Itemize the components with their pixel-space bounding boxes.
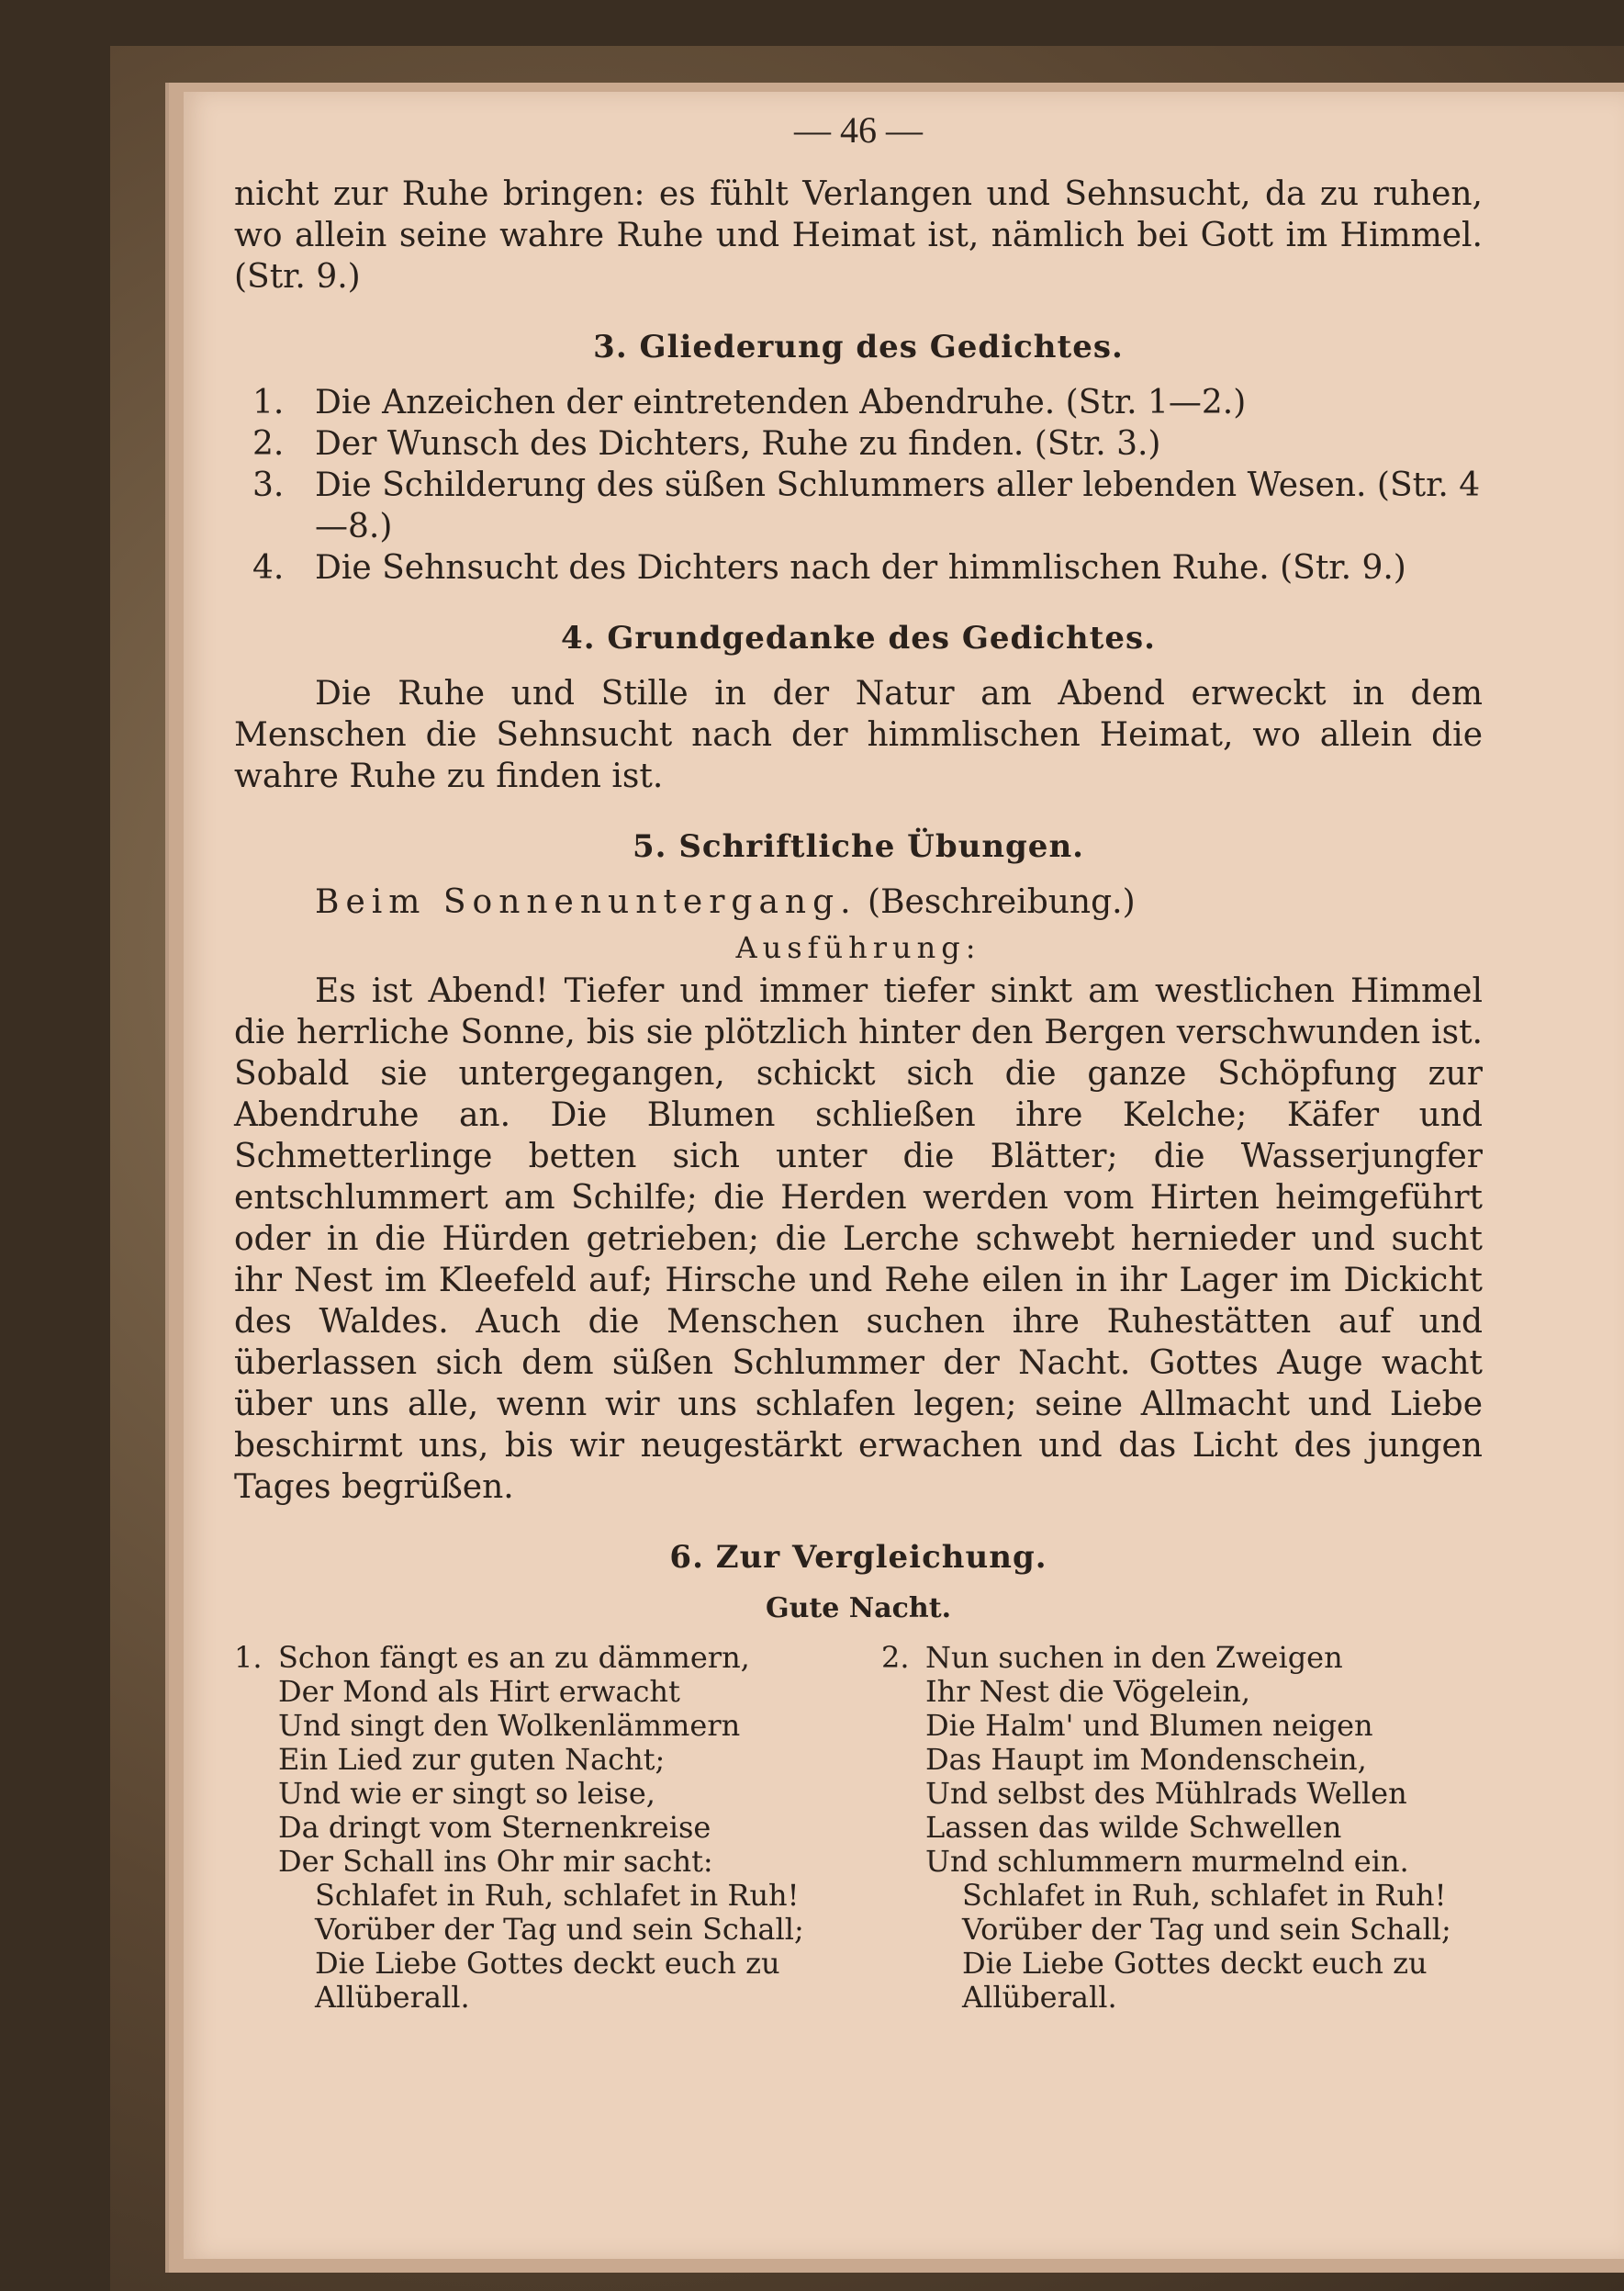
stanza-number: 1. — [234, 1640, 263, 1675]
poem-line: Lassen das wilde Schwellen — [925, 1810, 1342, 1845]
essay-title — [234, 882, 1483, 923]
poem-line: Die Halm' und Blumen neigen — [925, 1708, 1373, 1743]
outline-list — [234, 382, 1483, 589]
section-4-heading: 4. Grundgedanke des Gedichtes. — [561, 620, 1156, 657]
poem-line: Der Schall ins Ohr mir sacht: — [278, 1844, 713, 1879]
section-6-heading: 6. Zur Vergleichung. — [669, 1539, 1047, 1576]
list-item-number: 3. — [252, 466, 285, 504]
poem-line: Ein Lied zur guten Nacht; — [278, 1742, 666, 1777]
list-item-number: 2. — [252, 425, 285, 463]
poem — [234, 1641, 1483, 2015]
list-item-text: Die Sehnsucht des Dichters nach der himmlischen Ruhe. (Str. 9.) — [315, 549, 1406, 587]
refrain-line: Vorüber der Tag und sein Schall; — [962, 1912, 1451, 1947]
intro-paragraph: nicht zur Ruhe bringen: es fühlt Verlangen und Sehnsucht, da zu ruhen, wo allein seine wahre Ruhe und Heimat ist, nämlich bei Gott im Himmel. (Str. 9.) — [234, 175, 1483, 296]
list-item-text: Die Anzeichen der eintretenden Abendruhe. (Str. 1—2.) — [315, 384, 1247, 421]
list-item — [234, 465, 1483, 547]
refrain-line: Allüberall. — [962, 1980, 1117, 2015]
refrain-line: Vorüber der Tag und sein Schall; — [315, 1912, 804, 1947]
poem-line-text: Nun suchen in den Zweigen — [925, 1640, 1343, 1675]
refrain-line: Die Liebe Gottes deckt euch zu — [962, 1946, 1428, 1981]
stanza-number: 2. — [881, 1640, 910, 1675]
ausfuehrung-label: Ausführung: — [735, 930, 981, 965]
stanza-2 — [881, 1641, 1483, 2015]
poem-line-text: Schon fängt es an zu dämmern, — [278, 1640, 750, 1675]
list-item-number: 1. — [252, 384, 285, 421]
poem-line — [881, 1641, 1483, 1675]
poem-line: Und selbst des Mühlrads Wellen — [925, 1776, 1407, 1811]
section-3-heading: 3. Gliederung des Gedichtes. — [593, 329, 1124, 365]
essay-title-suffix: (Beschreibung.) — [868, 883, 1136, 921]
refrain-line: Die Liebe Gottes deckt euch zu — [315, 1946, 780, 1981]
poem-line: Das Haupt im Mondenschein, — [925, 1742, 1367, 1777]
poem-line: Da dringt vom Sternenkreise — [278, 1810, 711, 1845]
poem-line — [234, 1641, 835, 1675]
list-item — [234, 382, 1483, 423]
list-item-text: Der Wunsch des Dichters, Ruhe zu finden. (Str. 3.) — [315, 425, 1161, 463]
section-4-paragraph: Die Ruhe und Stille in der Natur am Abend erweckt in dem Menschen die Sehnsucht nach der himmlischen Heimat, wo allein die wahre Ruhe zu finden ist. — [234, 675, 1483, 795]
list-item-number: 4. — [252, 549, 285, 587]
stanza-1 — [234, 1641, 835, 2015]
list-item — [234, 423, 1483, 465]
refrain-line: Schlafet in Ruh, schlafet in Ruh! — [315, 1878, 800, 1913]
essay-paragraph: Es ist Abend! Tiefer und immer tiefer sinkt am westlichen Himmel die herrliche Sonne, bis sie plötzlich hinter den Bergen verschwunden ist. Sobald sie untergegangen, schickt sich die ganze Schöpfung zur Abendruhe an. Die Blumen schließen ihre Kelche; Käfer und Schmetterlinge betten sich unter die Blätter; die Wasserjungfer entschlummert am Schilfe; die Herden werden vom Hirten heimgeführt oder in die Hürden getrieben; die Lerche schwebt hernieder und sucht ihr Nest im Kleefeld auf; Hirsche und Rehe eilen in ihr Lager im Dickicht des Waldes. Auch die Menschen suchen ihre Ruhestätten auf und überlassen sich dem süßen Schlummer der Nacht. Gottes Auge wacht über uns alle, wenn wir uns schlafen legen; seine Allmacht und Liebe beschirmt uns, bis wir neugestärkt erwachen und das Licht des jungen Tages begrüßen. — [234, 972, 1483, 1506]
refrain-line: Allüberall. — [315, 1980, 470, 2015]
poem-line: Ihr Nest die Vögelein, — [925, 1674, 1250, 1709]
list-item — [234, 547, 1483, 589]
refrain-line: Schlafet in Ruh, schlafet in Ruh! — [962, 1878, 1447, 1913]
list-item-text: Die Schilderung des süßen Schlummers aller lebenden Wesen. (Str. 4—8.) — [315, 466, 1481, 545]
page-number: — 46 — — [794, 109, 923, 151]
poem-line: Und schlummern murmelnd ein. — [925, 1844, 1409, 1879]
page-content — [234, 108, 1483, 2015]
poem-line: Und wie er singt so leise, — [278, 1776, 655, 1811]
section-5-heading: 5. Schriftliche Übungen. — [632, 828, 1084, 865]
poem-line: Der Mond als Hirt erwacht — [278, 1674, 680, 1709]
poem-line: Und singt den Wolkenlämmern — [278, 1708, 741, 1743]
poem-title: Gute Nacht. — [765, 1592, 952, 1624]
essay-title-main: Beim Sonnenuntergang. — [315, 883, 857, 921]
